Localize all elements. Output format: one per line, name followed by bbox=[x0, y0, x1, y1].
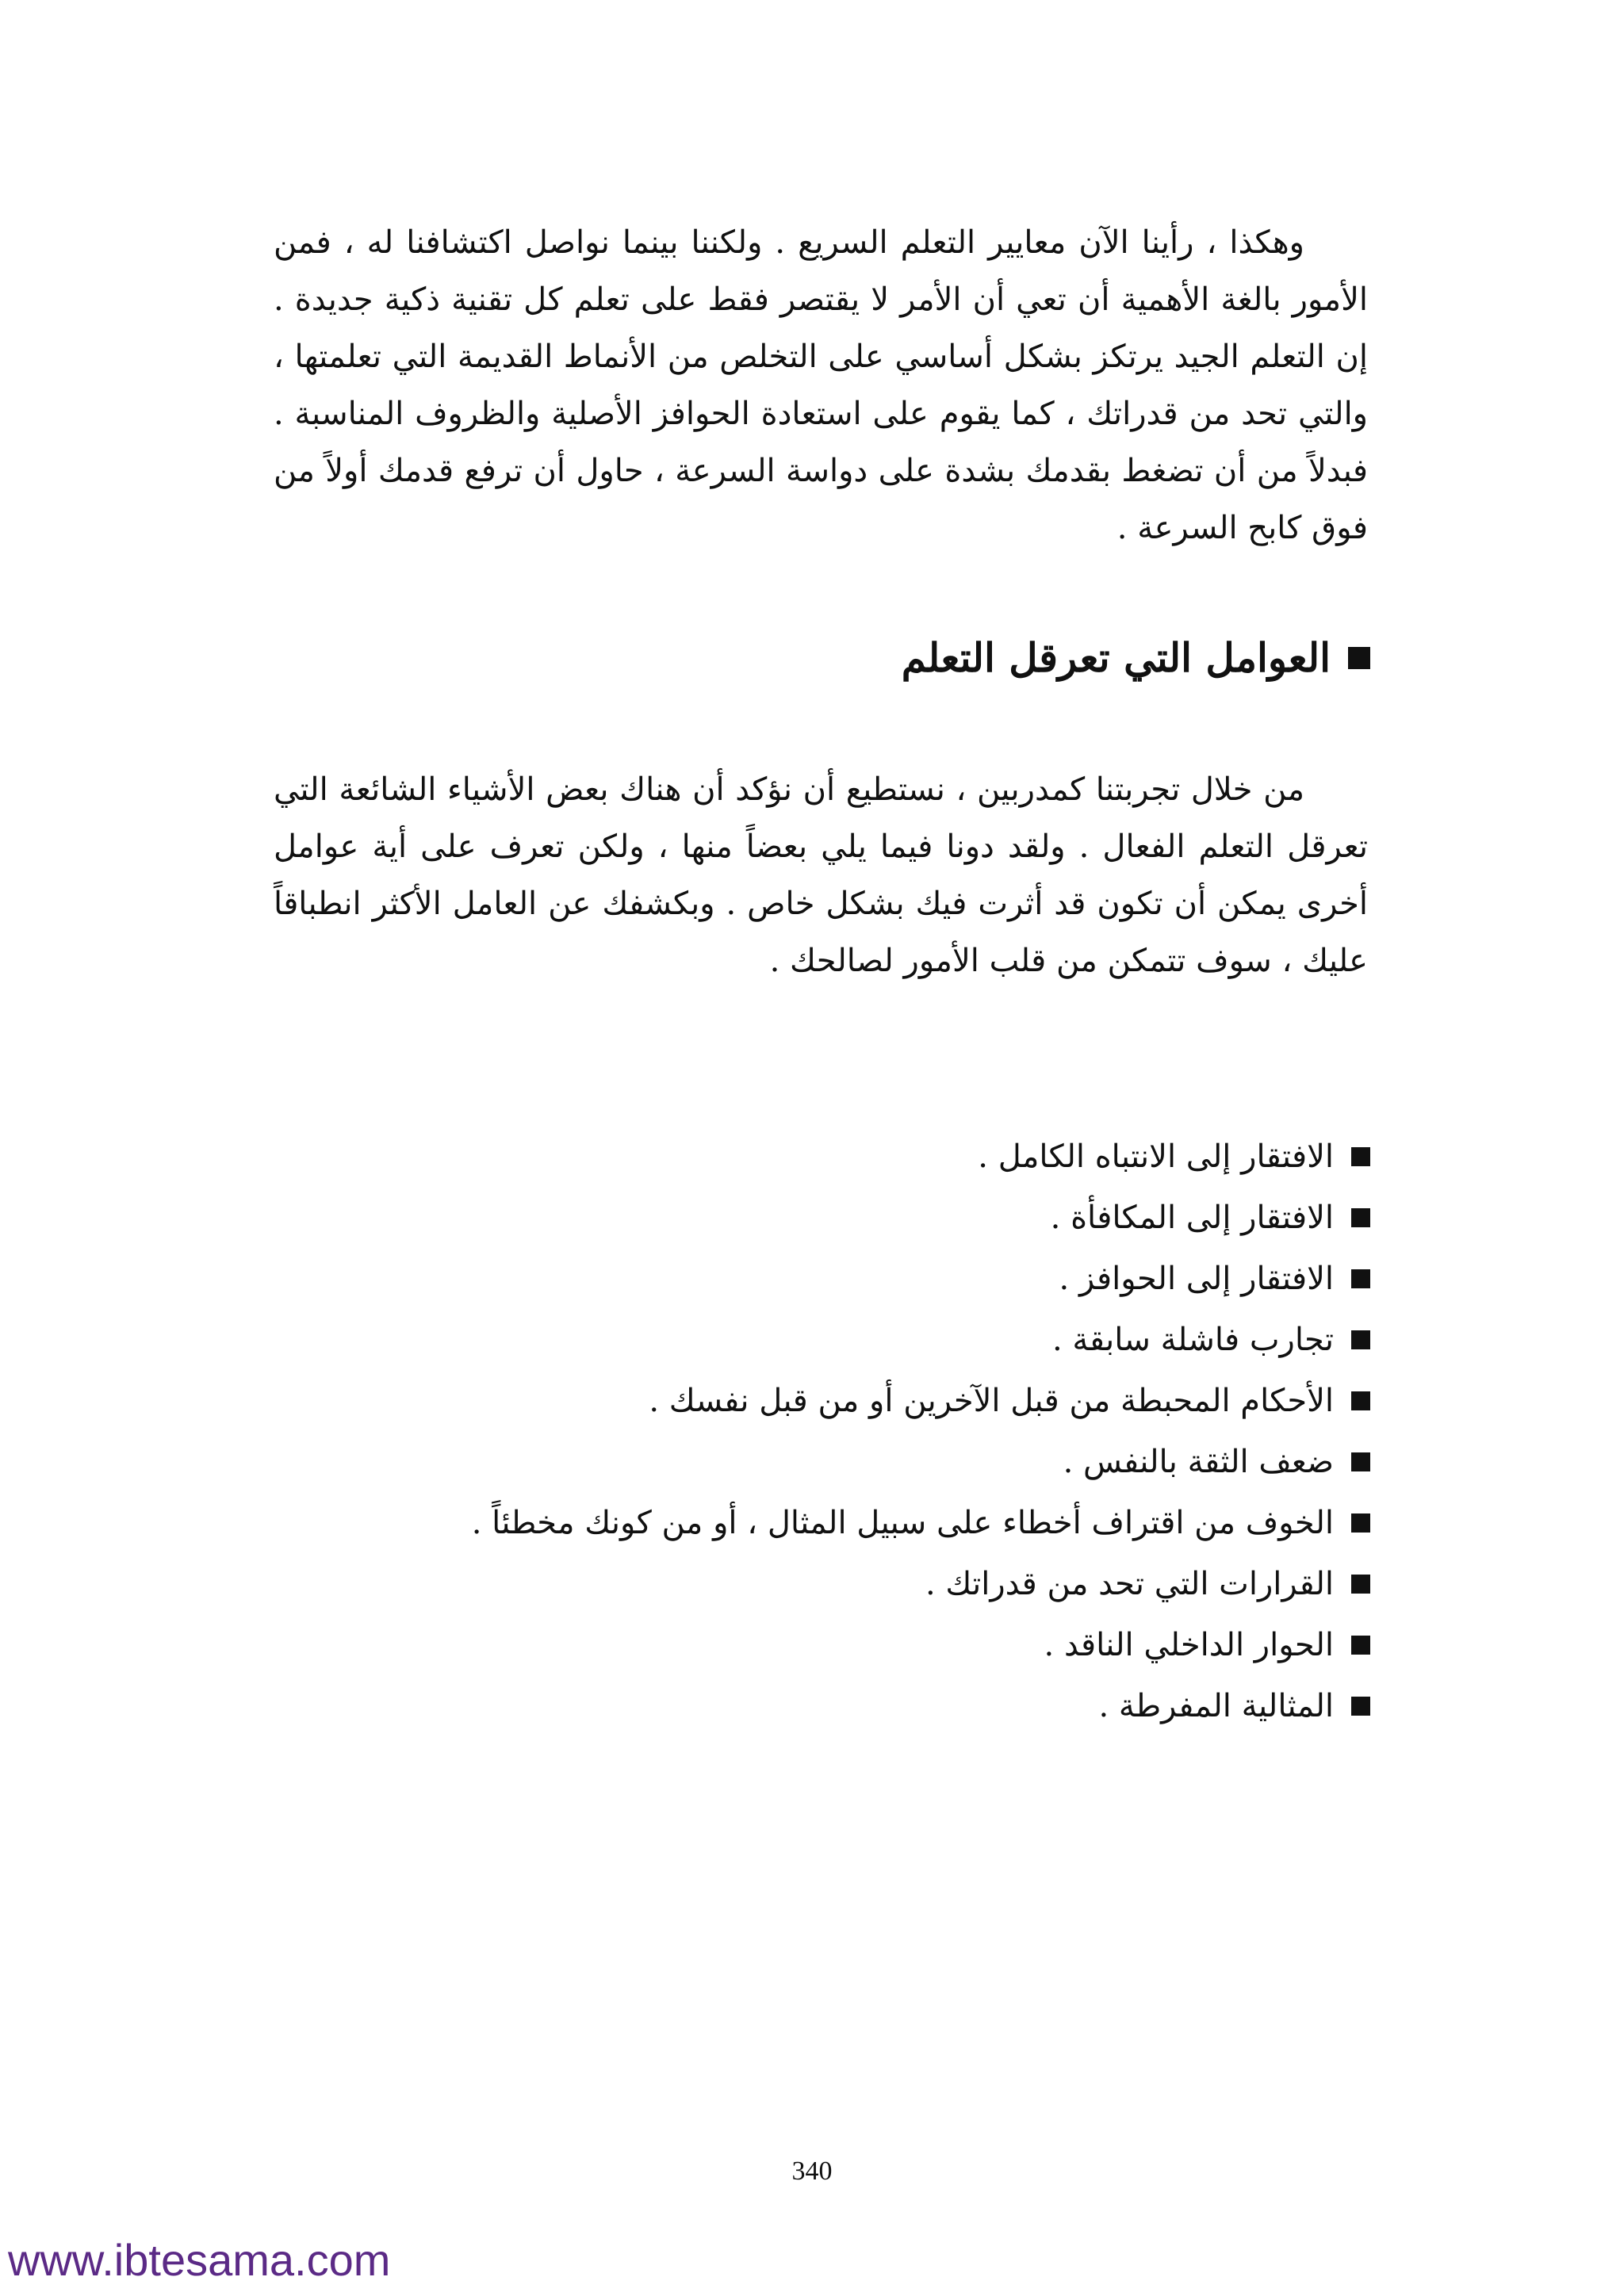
square-bullet-icon bbox=[1351, 1269, 1370, 1288]
square-bullet-icon bbox=[1348, 647, 1370, 669]
list-item-text: الحوار الداخلي الناقد . bbox=[1044, 1626, 1334, 1663]
list-item bbox=[472, 1553, 1370, 1614]
list-item bbox=[472, 1370, 1370, 1431]
square-bullet-icon bbox=[1351, 1330, 1370, 1349]
list-item-text: الافتقار إلى الحوافز . bbox=[1059, 1260, 1334, 1297]
square-bullet-icon bbox=[1351, 1147, 1370, 1166]
square-bullet-icon bbox=[1351, 1208, 1370, 1227]
list-item-text: الافتقار إلى الانتباه الكامل . bbox=[978, 1138, 1334, 1175]
list-item bbox=[472, 1126, 1370, 1187]
list-item bbox=[472, 1187, 1370, 1248]
list-item-text: الافتقار إلى المكافأة . bbox=[1050, 1199, 1334, 1236]
watermark-url: www.ibtesama.com bbox=[8, 2235, 391, 2285]
list-item bbox=[472, 1431, 1370, 1492]
list-item bbox=[472, 1492, 1370, 1553]
square-bullet-icon bbox=[1351, 1575, 1370, 1594]
list-item bbox=[472, 1309, 1370, 1370]
intro-paragraph-text: وهكذا ، رأينا الآن معايير التعلم السريع . ولكننا بينما نواصل اكتشافنا له ، فمن الأمور بالغة الأهمية أن تعي أن الأمر لا يقتصر فقط على تعلم كل تقنية ذكية جديدة . إن التعلم الجيد يرتكز بشكل أساسي على التخلص من الأنماط القديمة التي تعلمتها ، والتي تحد من قدراتك ، كما يقوم على استعادة الحوافز الأصلية والظروف المناسبة . فبدلاً من أن تضغط بقدمك بشدة على دواسة السرعة ، حاول أن ترفع قدمك أولاً من فوق كابح السرعة . bbox=[274, 224, 1368, 546]
list-item bbox=[472, 1675, 1370, 1736]
factors-list bbox=[472, 1126, 1370, 1736]
list-item-text: الخوف من اقتراف أخطاء على سبيل المثال ، أو من كونك مخطئاً . bbox=[471, 1504, 1334, 1541]
page-number: 340 bbox=[791, 2156, 833, 2186]
list-item-text: المثالية المفرطة . bbox=[1098, 1687, 1334, 1724]
section-paragraph-text: من خلال تجربتنا كمدربين ، نستطيع أن نؤكد أن هناك بعض الأشياء الشائعة التي تعرقل التعلم الفعال . ولقد دونا فيما يلي بعضاً منها ، ولكن تعرف على أية عوامل أخرى يمكن أن تكون قد أثرت فيك بشكل خاص . وبكشفك عن العامل الأكثر انطباقاً عليك ، سوف تتمكن من قلب الأمور لصالحك . bbox=[274, 771, 1368, 979]
intro-paragraph bbox=[274, 214, 1368, 557]
list-item-text: تجارب فاشلة سابقة . bbox=[1052, 1321, 1334, 1358]
section-heading-text: العوامل التي تعرقل التعلم bbox=[901, 634, 1331, 681]
square-bullet-icon bbox=[1351, 1391, 1370, 1410]
square-bullet-icon bbox=[1351, 1513, 1370, 1533]
list-item-text: ضعف الثقة بالنفس . bbox=[1063, 1443, 1334, 1480]
section-heading bbox=[902, 634, 1370, 681]
list-item-text: الأحكام المحبطة من قبل الآخرين أو من قبل نفسك . bbox=[649, 1382, 1334, 1419]
list-item bbox=[472, 1248, 1370, 1309]
square-bullet-icon bbox=[1351, 1636, 1370, 1655]
square-bullet-icon bbox=[1351, 1452, 1370, 1471]
section-paragraph bbox=[274, 761, 1368, 989]
list-item-text: القرارات التي تحد من قدراتك . bbox=[925, 1565, 1334, 1602]
list-item bbox=[472, 1614, 1370, 1675]
square-bullet-icon bbox=[1351, 1697, 1370, 1716]
